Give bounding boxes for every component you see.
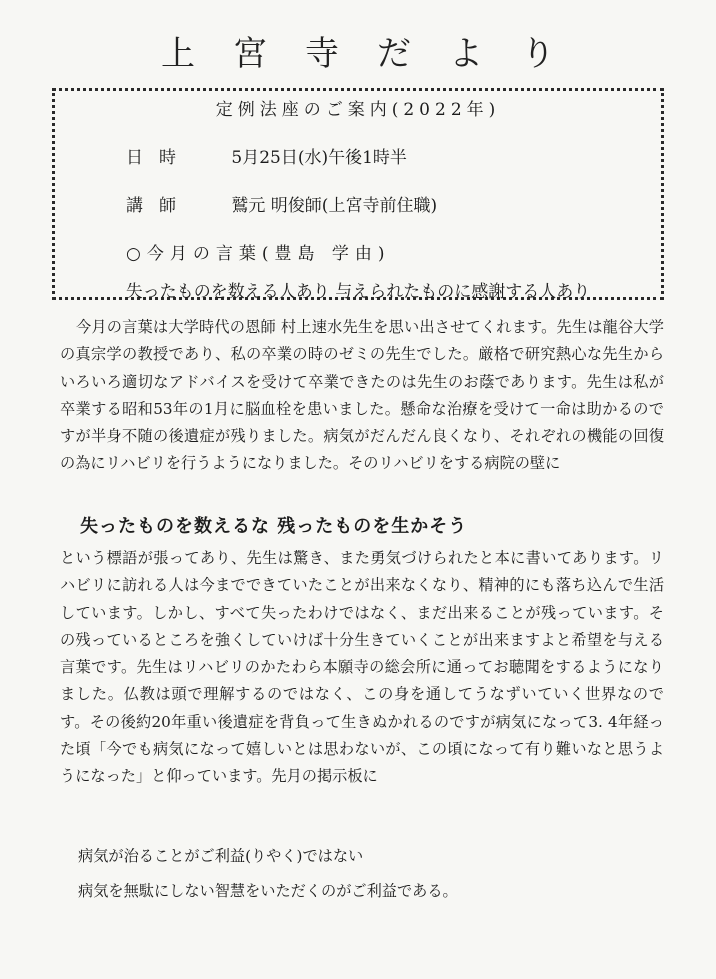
lecturer-label: 講師: [126, 196, 192, 216]
slogan: 失ったものを数えるな 残ったものを生かそう: [80, 516, 468, 537]
newsletter-title: 上宮寺だより: [161, 34, 593, 74]
lecturer-value: 鷲元 明俊師(上宮寺前住職): [231, 196, 438, 216]
datetime-value: 5月25日(水)午後1時半: [231, 148, 407, 168]
notice-box: [52, 88, 664, 300]
datetime-row: [126, 143, 407, 168]
monthly-words-line: ○今月の言葉(豊島 学由): [126, 244, 391, 264]
lecturer-row: [126, 191, 437, 216]
board-line-2: 病気を無駄にしない智慧をいただくのがご利益である。: [78, 882, 458, 900]
board-line-1: 病気が治ることがご利益(りやく)ではない: [78, 847, 364, 865]
paragraph-2: という標語が張ってあり、先生は驚き、また勇気づけられたと本に書いてあります。リハビリに訪れる人は今までできていたことが出来なくなり、精神的にも落ち込んで生活しています。しかし、すべて失ったわけではなく、まだ出来ることが残っています。その残っているところを強くしていけば十分生きていくことが出来ますよと希望を与える言葉です。先生はリハビリのかたわら本願寺の総会所に通ってお聴聞をするようになりました。仏教は頭で理解するのではなく、この身を通してうなずいていく世界なのです。その後約20年重い後遺症を背負って生きぬかれるのですが病気になって3. 4年経った頃「今でも病気になって嬉しいとは思わないが、この頃になって有り難いなと思うようになった」と仰っています。先月の掲示板に: [60, 549, 664, 786]
paragraph-1: 今月の言葉は大学時代の恩師 村上速水先生を思い出させてくれます。先生は龍谷大学の真宗学の教授であり、私の卒業の時のゼミの先生でした。厳格で研究熱心な先生からいろいろ適切なアドバイスを受けて卒業できたのは先生のお蔭であります。先生は私が卒業する昭和53年の1月に脳血栓を患いました。懸命な治療を受けて一命は助かるのですが半身不随の後遺症が残りました。病気がだんだん良くなり、それぞれの機能の回復の為にリハビリを行うようになりました。そのリハビリをする病院の壁に: [60, 318, 664, 473]
notice-heading: 定例法座のご案内(2022年): [215, 100, 501, 120]
datetime-label: 日時: [126, 148, 192, 168]
motto: 失ったものを数える人あり 与えられたものに感謝する人あり: [125, 282, 591, 302]
